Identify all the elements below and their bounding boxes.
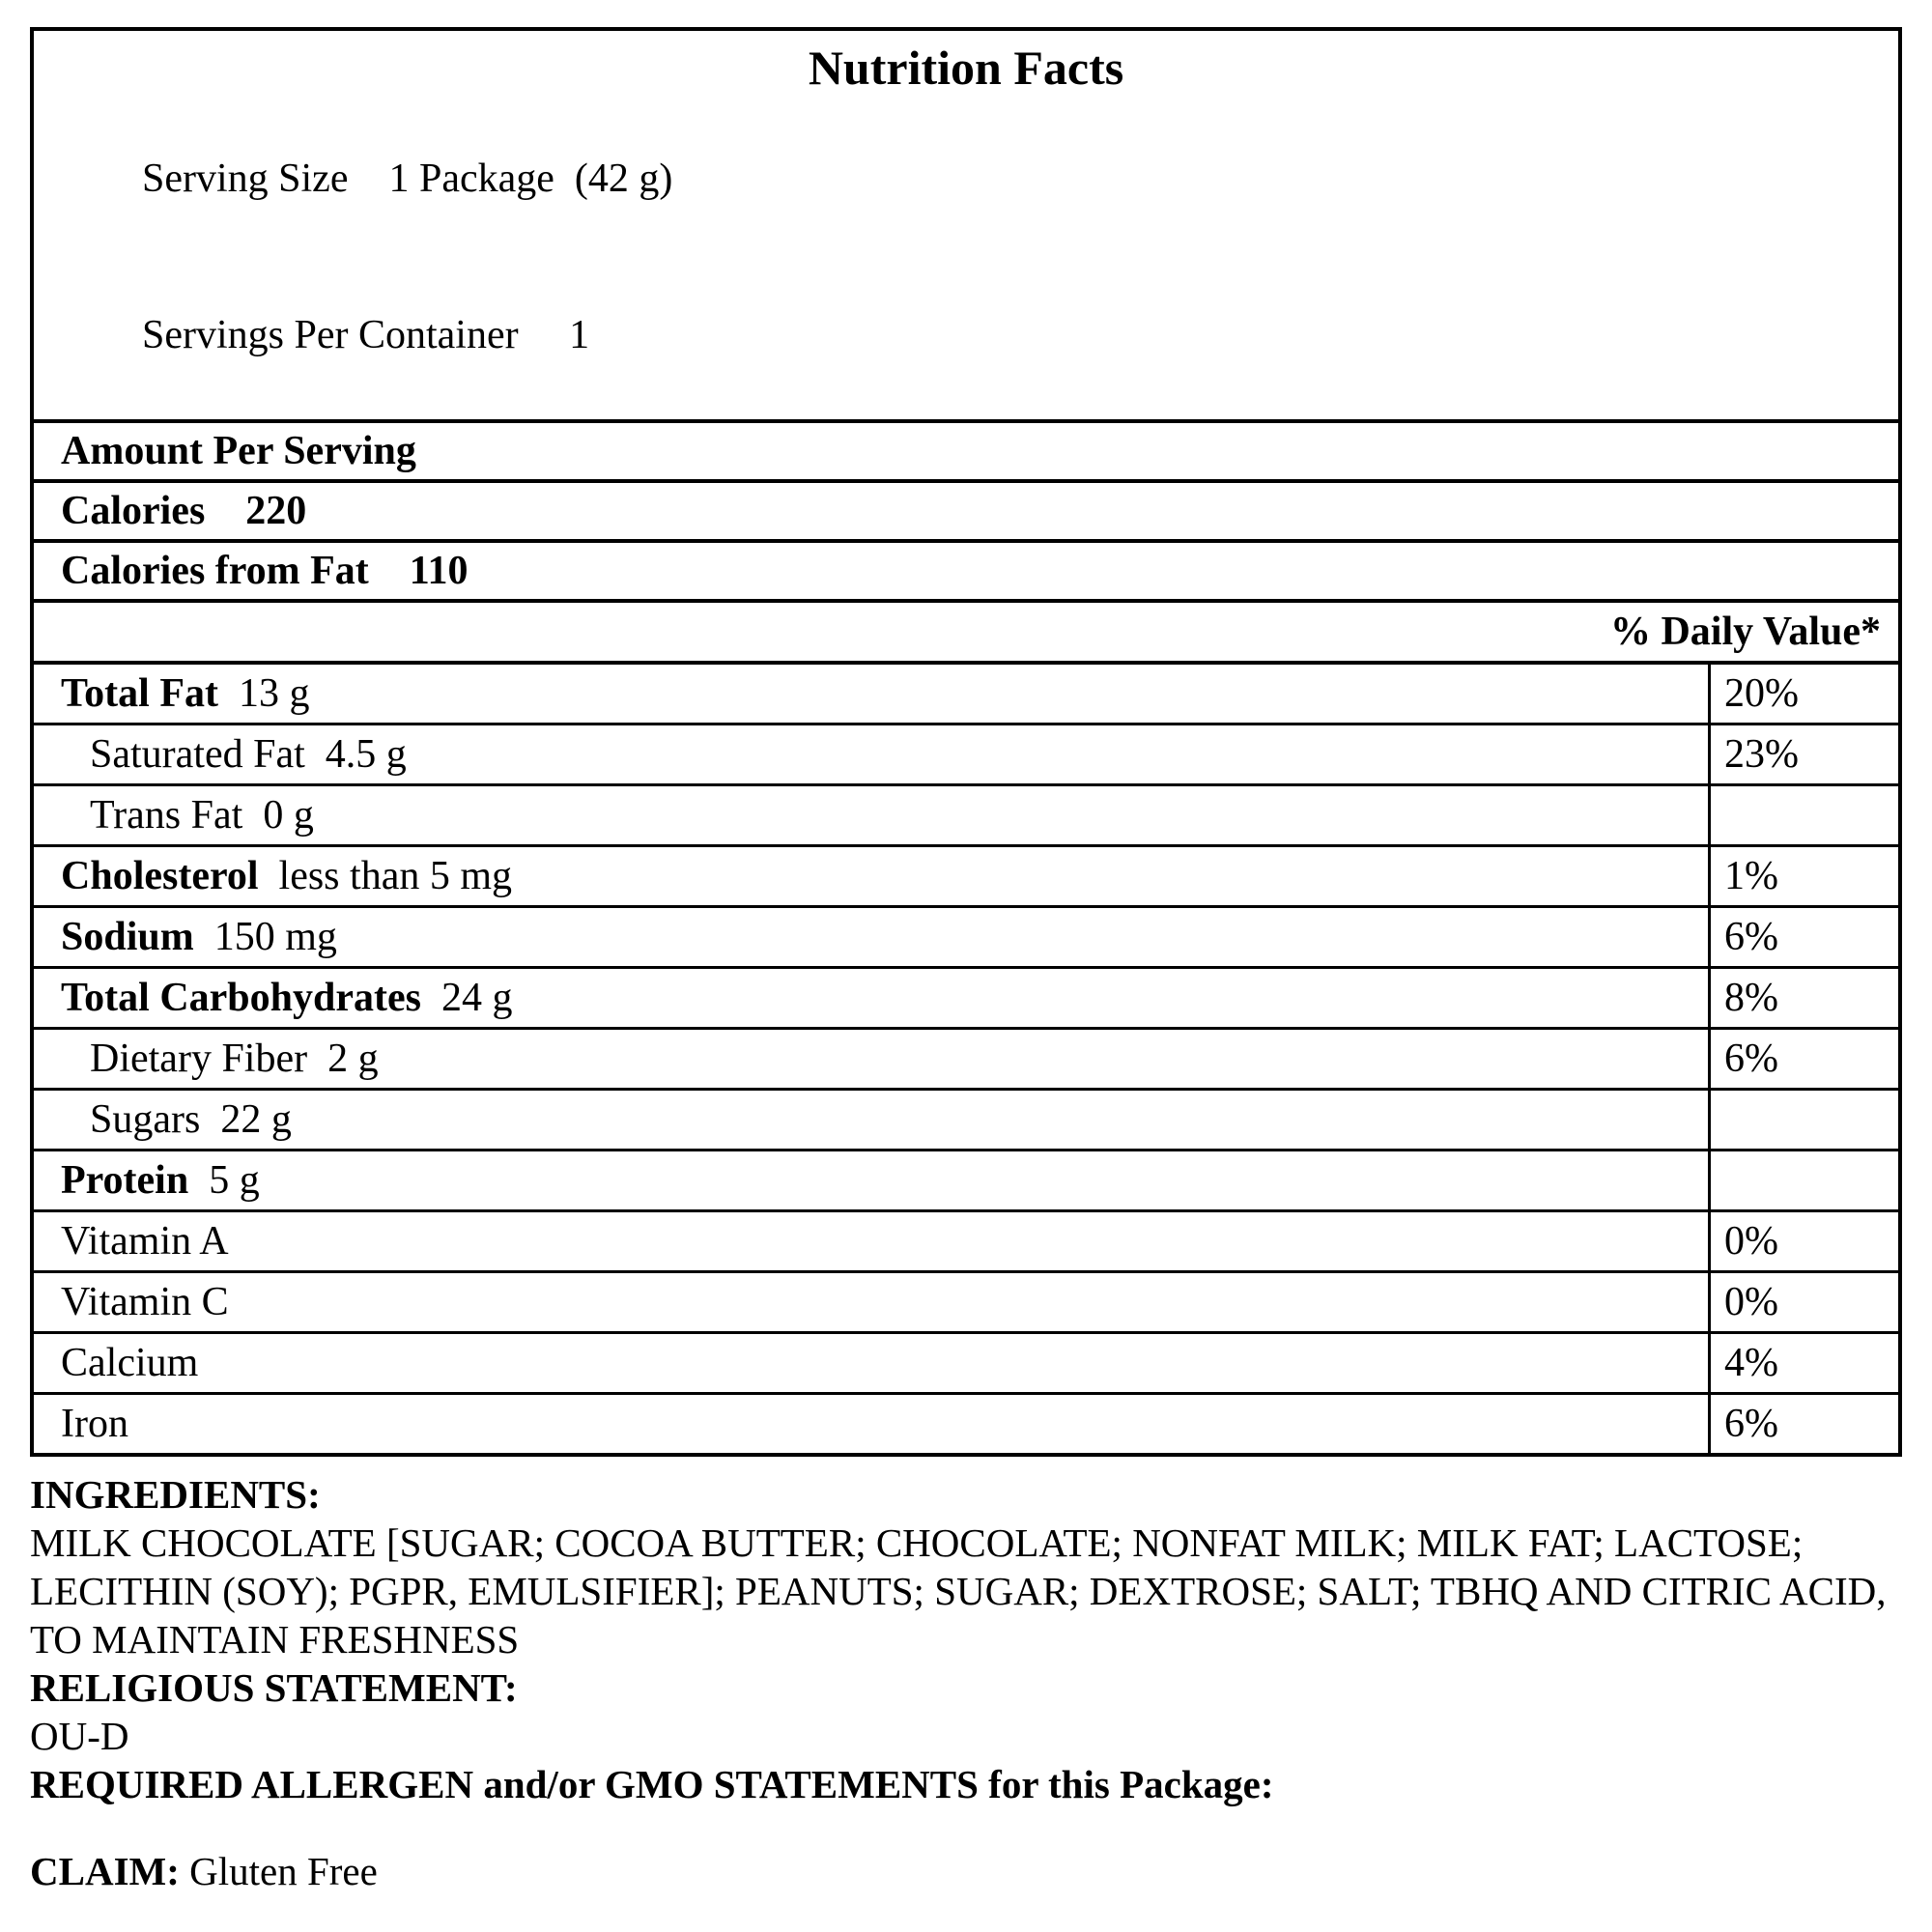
nutrient-amount: 2 g <box>327 1037 379 1081</box>
nutrient-rows <box>34 665 1898 1453</box>
nutrient-name: Total Carbohydrates <box>61 976 421 1020</box>
daily-value-cell: 8% <box>1708 969 1898 1027</box>
serving-size-row <box>61 102 1898 258</box>
amount-per-serving-band: Amount Per Serving <box>61 429 416 473</box>
daily-value-cell: 0% <box>1708 1212 1898 1270</box>
calories-from-fat-label: Calories from Fat <box>61 549 369 593</box>
nutrient-name: Iron <box>61 1402 128 1446</box>
nutrient-name: Total Fat <box>61 671 218 716</box>
daily-value-cell: 20% <box>1708 665 1898 723</box>
claim-row <box>30 1847 1902 1895</box>
nutrient-name: Sodium <box>61 915 194 959</box>
nutrient-name: Saturated Fat <box>90 732 305 777</box>
table-row <box>34 1273 1898 1331</box>
nutrition-facts-panel <box>30 27 1902 1457</box>
allergen-statement-heading: REQUIRED ALLERGEN and/or GMO STATEMENTS for this Package: <box>30 1762 1274 1807</box>
daily-value-cell: 6% <box>1708 908 1898 966</box>
religious-statement-body: OU-D <box>30 1714 129 1759</box>
servings-per-container-label: Servings Per Container <box>142 312 519 357</box>
nutrient-name: Calcium <box>61 1341 199 1385</box>
nutrient-name-cell <box>34 1091 1708 1149</box>
table-row <box>34 665 1898 723</box>
nutrient-name-cell <box>34 1212 1708 1270</box>
serving-info <box>34 102 1898 420</box>
religious-statement-heading: RELIGIOUS STATEMENT: <box>30 1665 518 1711</box>
table-row <box>34 1395 1898 1453</box>
nutrient-name-cell <box>34 969 1708 1027</box>
nutrient-amount: 4.5 g <box>325 732 407 777</box>
nutrient-amount: 22 g <box>220 1097 292 1142</box>
daily-value-cell: 1% <box>1708 847 1898 905</box>
ingredients-heading: INGREDIENTS: <box>30 1472 321 1517</box>
nutrient-name: Protein <box>61 1158 189 1203</box>
nutrient-amount: 0 g <box>263 793 314 838</box>
table-row <box>34 1030 1898 1088</box>
nutrient-name-cell <box>34 1030 1708 1088</box>
calories-value: 220 <box>245 489 307 533</box>
claim-heading: CLAIM: <box>30 1849 180 1894</box>
nutrient-amount: 13 g <box>238 671 310 716</box>
daily-value-cell: 23% <box>1708 725 1898 783</box>
table-row <box>34 1334 1898 1392</box>
calories-from-fat-value: 110 <box>409 549 469 593</box>
daily-value-cell: 0% <box>1708 1273 1898 1331</box>
label-notes <box>30 1457 1902 1895</box>
nutrient-name: Trans Fat <box>90 793 243 838</box>
daily-value-cell: 4% <box>1708 1334 1898 1392</box>
nutrient-amount: 24 g <box>440 976 513 1020</box>
table-row <box>34 1212 1898 1270</box>
nutrient-name-cell <box>34 1395 1708 1453</box>
nutrient-name: Cholesterol <box>61 854 259 898</box>
nutrient-name-cell <box>34 1273 1708 1331</box>
calories-row <box>34 483 1898 539</box>
table-row <box>34 908 1898 966</box>
daily-value-cell <box>1708 786 1898 844</box>
servings-per-container-row <box>61 258 1898 413</box>
serving-size-value: 1 Package (42 g) <box>388 156 673 202</box>
nutrient-name: Vitamin C <box>61 1280 229 1324</box>
allergen-statement-body-empty <box>30 1808 1902 1847</box>
nutrient-name-cell <box>34 908 1708 966</box>
nutrient-name: Sugars <box>90 1097 201 1142</box>
table-row <box>34 847 1898 905</box>
nutrient-name-cell <box>34 665 1708 723</box>
daily-value-cell <box>1708 1151 1898 1209</box>
nutrient-amount: 5 g <box>209 1158 260 1203</box>
nutrient-name: Vitamin A <box>61 1219 229 1264</box>
table-row <box>34 1091 1898 1149</box>
calories-label: Calories <box>61 489 206 533</box>
servings-per-container-value: 1 <box>569 312 590 357</box>
nutrient-name-cell <box>34 725 1708 783</box>
daily-value-header-row <box>34 603 1898 661</box>
calories-from-fat-row <box>34 543 1898 599</box>
nutrient-amount: 150 mg <box>213 915 337 959</box>
nutrient-amount: less than 5 mg <box>278 854 513 898</box>
nutrient-name: Dietary Fiber <box>90 1037 308 1081</box>
table-row <box>34 1151 1898 1209</box>
table-row <box>34 969 1898 1027</box>
table-row <box>34 786 1898 844</box>
daily-value-header: % Daily Value* <box>1609 610 1881 654</box>
ingredients-body: MILK CHOCOLATE [SUGAR; COCOA BUTTER; CHOCOLATE; NONFAT MILK; MILK FAT; LACTOSE; LECITHIN (SOY); PGPR, EMULSIFIER]; PEANUTS; SUGAR; DEXTROSE; SALT; TBHQ AND CITRIC ACID, TO MAINTAIN FRESHNESS <box>30 1520 1887 1662</box>
nutrient-name-cell <box>34 1151 1708 1209</box>
nutrient-name-cell <box>34 786 1708 844</box>
daily-value-cell: 6% <box>1708 1030 1898 1088</box>
nutrient-name-cell <box>34 847 1708 905</box>
daily-value-cell: 6% <box>1708 1395 1898 1453</box>
page-title: Nutrition Facts <box>808 41 1124 95</box>
table-row <box>34 725 1898 783</box>
daily-value-cell <box>1708 1091 1898 1149</box>
serving-size-label: Serving Size <box>142 156 349 202</box>
nutrient-name-cell <box>34 1334 1708 1392</box>
claim-body: Gluten Free <box>189 1849 378 1894</box>
